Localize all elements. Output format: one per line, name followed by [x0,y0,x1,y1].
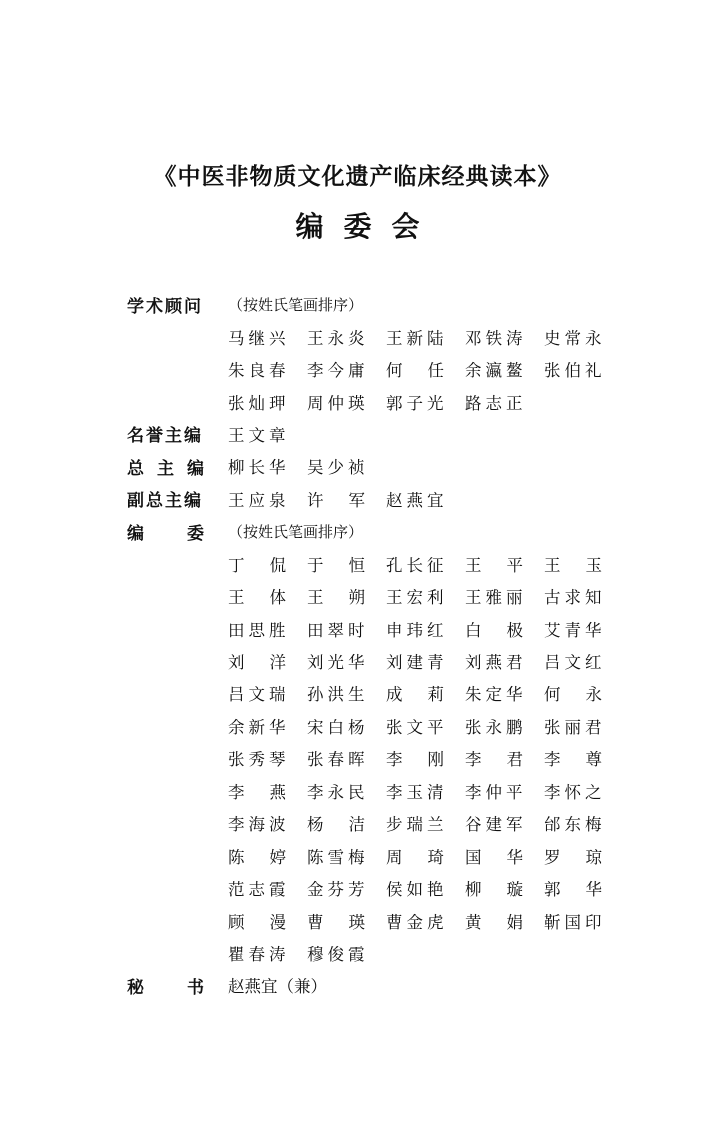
person-name: 刘光华 [307,653,369,673]
names-line [228,552,623,576]
person-name: 罗 琼 [544,847,602,867]
section-row [127,969,617,1001]
person-name: 邓铁涛 [465,328,527,348]
person-name: 柳 璇 [465,880,523,900]
names-row [127,710,617,742]
person-name: 王宏利 [386,588,448,608]
person-name: 李海波 [228,815,290,835]
person-name: 柳长华 [228,458,290,478]
section-label: 秘 书 [127,977,204,998]
person-name: 于 恒 [307,555,365,575]
names-line [228,584,623,608]
names-row [127,872,617,904]
person-name: 史常永 [544,328,606,348]
person-name: 谷建军 [465,815,527,835]
person-name: 王 平 [465,555,523,575]
names-line [228,681,623,705]
sort-note: （按姓氏笔画排序） [228,522,364,541]
names-line [228,487,465,511]
person-name: 王新陆 [386,328,448,348]
names-line [228,811,623,835]
names-row [127,775,617,807]
person-name: 郭子光 [386,393,448,413]
person-name: 瞿春涛 [228,944,290,964]
person-name: 邰东梅 [544,815,606,835]
names-row [127,677,617,709]
person-name: 曹 瑛 [307,912,365,932]
names-row [127,742,617,774]
names-line [228,649,623,673]
names-row [127,807,617,839]
names-line [228,714,623,738]
person-name: 李今庸 [307,361,369,381]
person-name: 丁 侃 [228,555,286,575]
committee-heading [0,205,715,245]
person-name: 田思胜 [228,620,290,640]
person-name: 吴少祯 [307,458,369,478]
person-name: 张永鹏 [465,717,527,737]
person-name: 张伯礼 [544,361,606,381]
names-row [127,385,617,417]
person-name: 郭 华 [544,880,602,900]
names-row [127,548,617,580]
person-name: 李 尊 [544,750,602,770]
names-line [228,779,623,803]
person-name: 刘建青 [386,653,448,673]
person-name: 李 刚 [386,750,444,770]
person-name: 陈 婷 [228,847,286,867]
person-name: 张文平 [386,717,448,737]
person-name: 张丽君 [544,717,606,737]
person-name: 朱定华 [465,685,527,705]
person-name: 张春晖 [307,750,369,770]
names-line [228,454,386,478]
person-name: 黄 娟 [465,912,523,932]
person-name: 杨 洁 [307,815,365,835]
person-name: 吕文红 [544,653,606,673]
person-name: 王永炎 [307,328,369,348]
person-name: 张灿玾 [228,393,290,413]
person-name: 金芬芳 [307,880,369,900]
heading-char: 编 [295,210,324,243]
names-line [228,876,623,900]
person-name: 何 永 [544,685,602,705]
heading-char: 会 [391,210,420,243]
person-name: 李仲平 [465,782,527,802]
person-name: 穆俊霞 [307,944,369,964]
person-name: 马继兴 [228,328,290,348]
section-text: 赵燕宜（兼） [228,977,327,997]
person-name: 周仲瑛 [307,393,369,413]
person-name: 宋白杨 [307,717,369,737]
person-name: 曹金虎 [386,912,448,932]
names-line [228,422,307,446]
section-label: 总主编 [127,458,217,479]
person-name: 靳国印 [544,912,606,932]
names-row [127,645,617,677]
person-name: 赵燕宜 [386,490,448,510]
section-label: 学术顾问 [127,296,203,317]
names-line [228,390,544,414]
person-name: 何 任 [386,361,444,381]
person-name: 孙洪生 [307,685,369,705]
section-row [127,288,617,320]
names-row [127,320,617,352]
person-name: 李 君 [465,750,523,770]
section-label: 副总主编 [127,491,203,512]
person-name: 李永民 [307,782,369,802]
person-name: 张秀琴 [228,750,290,770]
names-row [127,580,617,612]
person-name: 王应泉 [228,490,290,510]
names-line [228,357,623,381]
person-name: 步瑞兰 [386,815,448,835]
person-name: 李怀之 [544,782,606,802]
person-name: 余瀛鳌 [465,361,527,381]
names-line [228,941,386,965]
person-name: 王 体 [228,588,286,608]
person-name: 王文章 [228,425,290,445]
person-name: 王 朔 [307,588,365,608]
names-line [228,909,623,933]
names-row [127,839,617,871]
person-name: 王 玉 [544,555,602,575]
section-row [127,418,617,450]
section-row [127,450,617,482]
person-name: 侯如艳 [386,880,448,900]
person-name: 成 莉 [386,685,444,705]
names-line [228,617,623,641]
sort-note: （按姓氏笔画排序） [228,295,364,314]
person-name: 刘燕君 [465,653,527,673]
person-name: 朱良春 [228,361,290,381]
person-name: 古求知 [544,588,606,608]
person-name: 许 军 [307,490,365,510]
person-name: 陈雪梅 [307,847,369,867]
section-row [127,515,617,547]
names-line [228,746,623,770]
section-label: 编 委 [127,523,204,544]
person-name: 白 极 [465,620,523,640]
person-name: 艾青华 [544,620,606,640]
person-name: 周 琦 [386,847,444,867]
person-name: 余新华 [228,717,290,737]
person-name: 顾 漫 [228,912,286,932]
heading-char: 委 [343,210,372,243]
person-name: 路志正 [465,393,527,413]
person-name: 范志霞 [228,880,290,900]
person-name: 刘 洋 [228,653,286,673]
book-series-title: 《中医非物质文化遗产临床经典读本》 [153,164,562,190]
names-row [127,353,617,385]
person-name: 吕文瑞 [228,685,290,705]
person-name: 王雅丽 [465,588,527,608]
person-name: 李玉清 [386,782,448,802]
names-row [127,612,617,644]
person-name: 孔长征 [386,555,448,575]
person-name: 国 华 [465,847,523,867]
names-row [127,937,617,969]
names-row [127,904,617,936]
section-row [127,483,617,515]
names-line [228,844,623,868]
person-name: 李 燕 [228,782,286,802]
committee-roster [127,288,617,1002]
person-name: 申玮红 [386,620,448,640]
person-name: 田翠时 [307,620,369,640]
section-label: 名誉主编 [127,426,203,447]
names-line [228,325,623,349]
